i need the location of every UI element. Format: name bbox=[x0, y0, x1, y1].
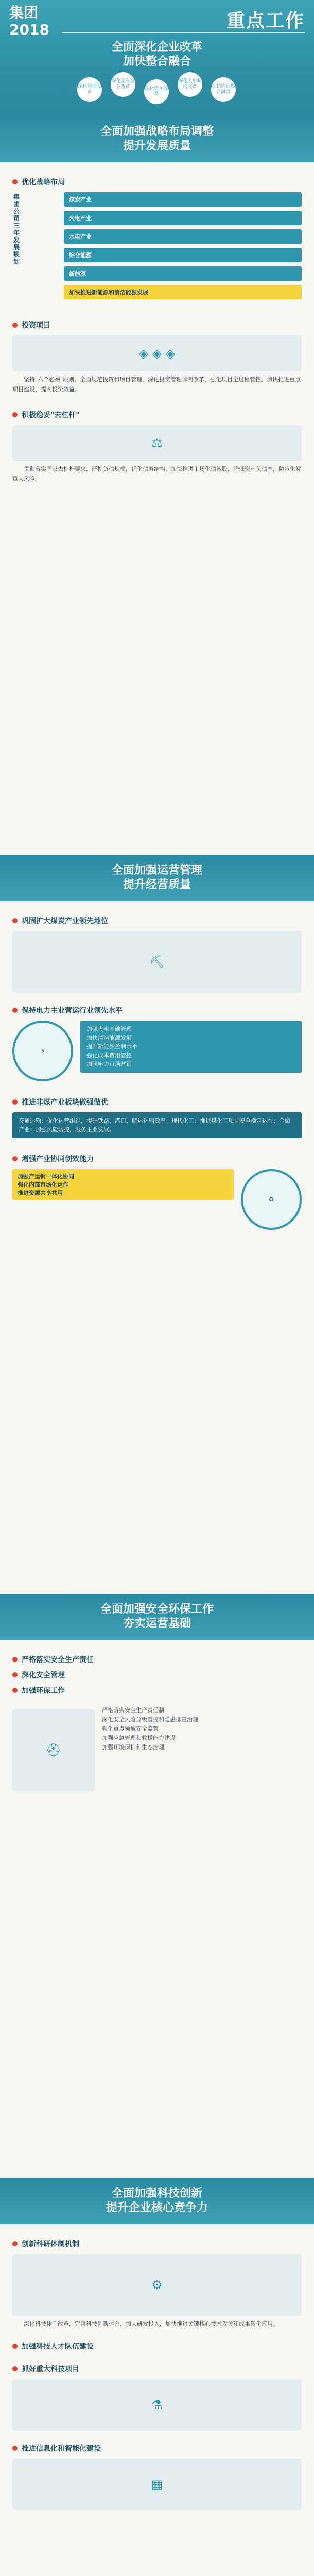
list-item: 推进资源共享共用 bbox=[18, 1190, 63, 1196]
deleverage-illustration: ⚖ bbox=[12, 425, 302, 461]
bullet-icon bbox=[12, 323, 18, 328]
plan-label: 集团公司三年发展规划 bbox=[13, 193, 20, 265]
industry-box: 水电产业 bbox=[64, 229, 302, 244]
heading-safety-manage bbox=[12, 1670, 302, 1680]
banner-line-1: 全面加强安全环保工作 bbox=[100, 1603, 214, 1616]
heading-synergy bbox=[12, 1154, 302, 1164]
page-title: 重点工作 bbox=[226, 10, 305, 31]
banner-line-1: 全面加强科技创新 bbox=[111, 2187, 202, 2200]
synergy-circle-icon: ♻ bbox=[241, 1169, 302, 1230]
subtitle-line-2: 加快整合融合 bbox=[123, 55, 191, 68]
digital-illustration: ▦ bbox=[12, 2459, 302, 2510]
heading-text: 推进非煤产业板块做强做优 bbox=[22, 1098, 108, 1107]
heading-coal bbox=[12, 916, 302, 926]
heading-power bbox=[12, 1005, 302, 1015]
section-banner-tech bbox=[0, 2178, 314, 2224]
bullet-icon bbox=[12, 1099, 18, 1105]
banner-line-2: 提升企业核心竞争力 bbox=[106, 2201, 208, 2214]
industry-box: 综合能源 bbox=[64, 248, 302, 262]
bubble-item: 深化国有企业改革 bbox=[111, 72, 135, 97]
power-list bbox=[80, 1021, 302, 1073]
bullet-icon bbox=[12, 1008, 18, 1013]
bubble-item: 加快内部整合融合 bbox=[211, 77, 236, 102]
banner-line-2: 提升发展质量 bbox=[123, 140, 191, 152]
list-item: 深化安全风险分级管控和隐患排查治理 bbox=[102, 1716, 198, 1723]
section-banner-operation bbox=[0, 855, 314, 901]
header bbox=[0, 0, 314, 116]
industry-box: 火电产业 bbox=[64, 211, 302, 225]
header-subtitle bbox=[0, 40, 314, 69]
list-item: 提升新能源盈利水平 bbox=[86, 1043, 137, 1050]
bullet-icon bbox=[12, 1672, 18, 1677]
synergy-list bbox=[12, 1169, 234, 1200]
list-item: 加强火电基础管理 bbox=[86, 1026, 132, 1032]
bullet-icon bbox=[12, 412, 18, 417]
subtitle-line-1: 全面深化企业改革 bbox=[111, 41, 202, 54]
heading-env bbox=[12, 1685, 302, 1696]
list-item: 加强应急管理和救援能力建设 bbox=[102, 1735, 176, 1741]
company-name: 集团 bbox=[9, 4, 39, 21]
industry-box: 煤炭产业 bbox=[64, 192, 302, 207]
industry-box: 新能源 bbox=[64, 266, 302, 281]
bullet-icon bbox=[12, 2446, 18, 2451]
industry-boxes bbox=[64, 192, 302, 299]
list-item: 加快清洁能源发展 bbox=[86, 1035, 132, 1041]
section-operation bbox=[0, 901, 314, 1594]
header-divider bbox=[62, 32, 305, 33]
heading-project bbox=[12, 2364, 302, 2374]
bullet-icon bbox=[12, 2241, 18, 2246]
bullet-icon bbox=[12, 2366, 18, 2371]
bullet-icon bbox=[12, 1688, 18, 1693]
list-item: 加强环境保护和生态治理 bbox=[102, 1744, 164, 1751]
highlight-box: 加快推进新能源和清洁能源发展 bbox=[64, 285, 302, 299]
heading-talent bbox=[12, 2341, 302, 2351]
heading-text: 抓好重大科技项目 bbox=[22, 2365, 79, 2374]
safety-list bbox=[102, 1706, 302, 1752]
banner-line-2: 提升经营质量 bbox=[123, 878, 191, 891]
bubble-item: 深化管理改革 bbox=[77, 77, 102, 102]
safety-row bbox=[12, 1706, 302, 1794]
bullet-icon bbox=[12, 1156, 18, 1161]
heading-noncoal bbox=[12, 1097, 302, 1107]
heading-text: 增强产业协同创效能力 bbox=[22, 1155, 94, 1163]
heading-invest bbox=[12, 320, 302, 330]
noncoal-box: 交通运输：优化运营组织，提升铁路、港口、航运运输效率；现代化工：推进煤化工项目安全稳定运行；金融产业：加强风险防控，服务主业发展。 bbox=[12, 1112, 302, 1138]
heading-text: 创新科研体制机制 bbox=[22, 2240, 79, 2248]
list-item: 加强电力市场营销 bbox=[86, 1061, 132, 1067]
reform-bubbles bbox=[77, 72, 237, 113]
heading-text: 积极稳妥"去杠杆" bbox=[22, 411, 80, 419]
heading-text: 加强环保工作 bbox=[22, 1687, 65, 1695]
section-strategy bbox=[0, 162, 314, 855]
list-item: 加强产运销一体化协同 bbox=[18, 1173, 74, 1180]
heading-text: 巩固扩大煤炭产业领先地位 bbox=[22, 917, 108, 925]
list-item: 强化重点领域安全监管 bbox=[102, 1725, 159, 1732]
heading-optimize bbox=[12, 177, 302, 187]
paragraph: 贯彻落实国家去杠杆要求，严控负债规模，优化债务结构，加快推进市场化债转股，降低资产负债率，防范化解重大风险。 bbox=[12, 466, 301, 482]
paragraph: 坚持"六个必须"原则，全面规范投资和项目管理，深化投资管理体制改革，强化项目全过程管控，加快推进重点项目建设，提高投资效益。 bbox=[12, 376, 301, 393]
section-safety bbox=[0, 1640, 314, 2178]
section-tech bbox=[0, 2224, 314, 2576]
year: 2018 bbox=[9, 21, 49, 38]
list-item: 强化内部市场化运作 bbox=[18, 1181, 68, 1188]
heading-deleverage bbox=[12, 410, 302, 420]
heading-text: 推进信息化和智能化建设 bbox=[22, 2445, 101, 2453]
bubble-item: 深化人事制度改革 bbox=[178, 72, 202, 97]
safety-illustration: ⛑ bbox=[12, 1709, 95, 1791]
header-left bbox=[9, 4, 49, 38]
section-banner-strategy bbox=[0, 116, 314, 162]
heading-digital bbox=[12, 2443, 302, 2453]
heading-text: 加强科技人才队伍建设 bbox=[22, 2343, 94, 2351]
heading-safety bbox=[12, 1654, 302, 1665]
bullet-icon bbox=[12, 2344, 18, 2349]
banner-line-2: 夯实运营基础 bbox=[123, 1617, 191, 1630]
section-banner-safety bbox=[0, 1594, 314, 1640]
heading-innov bbox=[12, 2239, 302, 2249]
heading-text: 优化战略布局 bbox=[22, 178, 65, 187]
heading-text: 严格落实安全生产责任 bbox=[22, 1656, 94, 1664]
list-item: 严格落实安全生产责任制 bbox=[102, 1707, 164, 1714]
list-item: 强化成本费用管控 bbox=[86, 1052, 132, 1059]
bullet-icon bbox=[12, 918, 18, 923]
heading-text: 保持电力主业营运行业领先水平 bbox=[22, 1007, 123, 1015]
banner-line-1: 全面加强战略布局调整 bbox=[100, 125, 214, 138]
heading-text: 深化安全管理 bbox=[22, 1671, 65, 1680]
power-row bbox=[12, 1021, 302, 1081]
banner-line-1: 全面加强运营管理 bbox=[111, 864, 202, 877]
coal-illustration: ⛏ bbox=[12, 931, 302, 993]
bullet-icon bbox=[12, 1657, 18, 1662]
heading-text: 投资项目 bbox=[22, 321, 50, 330]
bubble-item: 深化资本改革 bbox=[144, 79, 169, 104]
project-illustration: ⚗ bbox=[12, 2379, 302, 2431]
invest-illustration: ◈ ◈ ◈ bbox=[12, 335, 302, 371]
synergy-row bbox=[12, 1169, 302, 1230]
power-circle-icon: ⚡ bbox=[12, 1021, 73, 1081]
innov-illustration: ⚙ bbox=[12, 2254, 302, 2316]
bullet-icon bbox=[12, 179, 18, 184]
paragraph: 深化科技体制改革，完善科技创新体系，加大研发投入，加快推进关键核心技术攻关和成果转化应用。 bbox=[24, 2320, 278, 2327]
